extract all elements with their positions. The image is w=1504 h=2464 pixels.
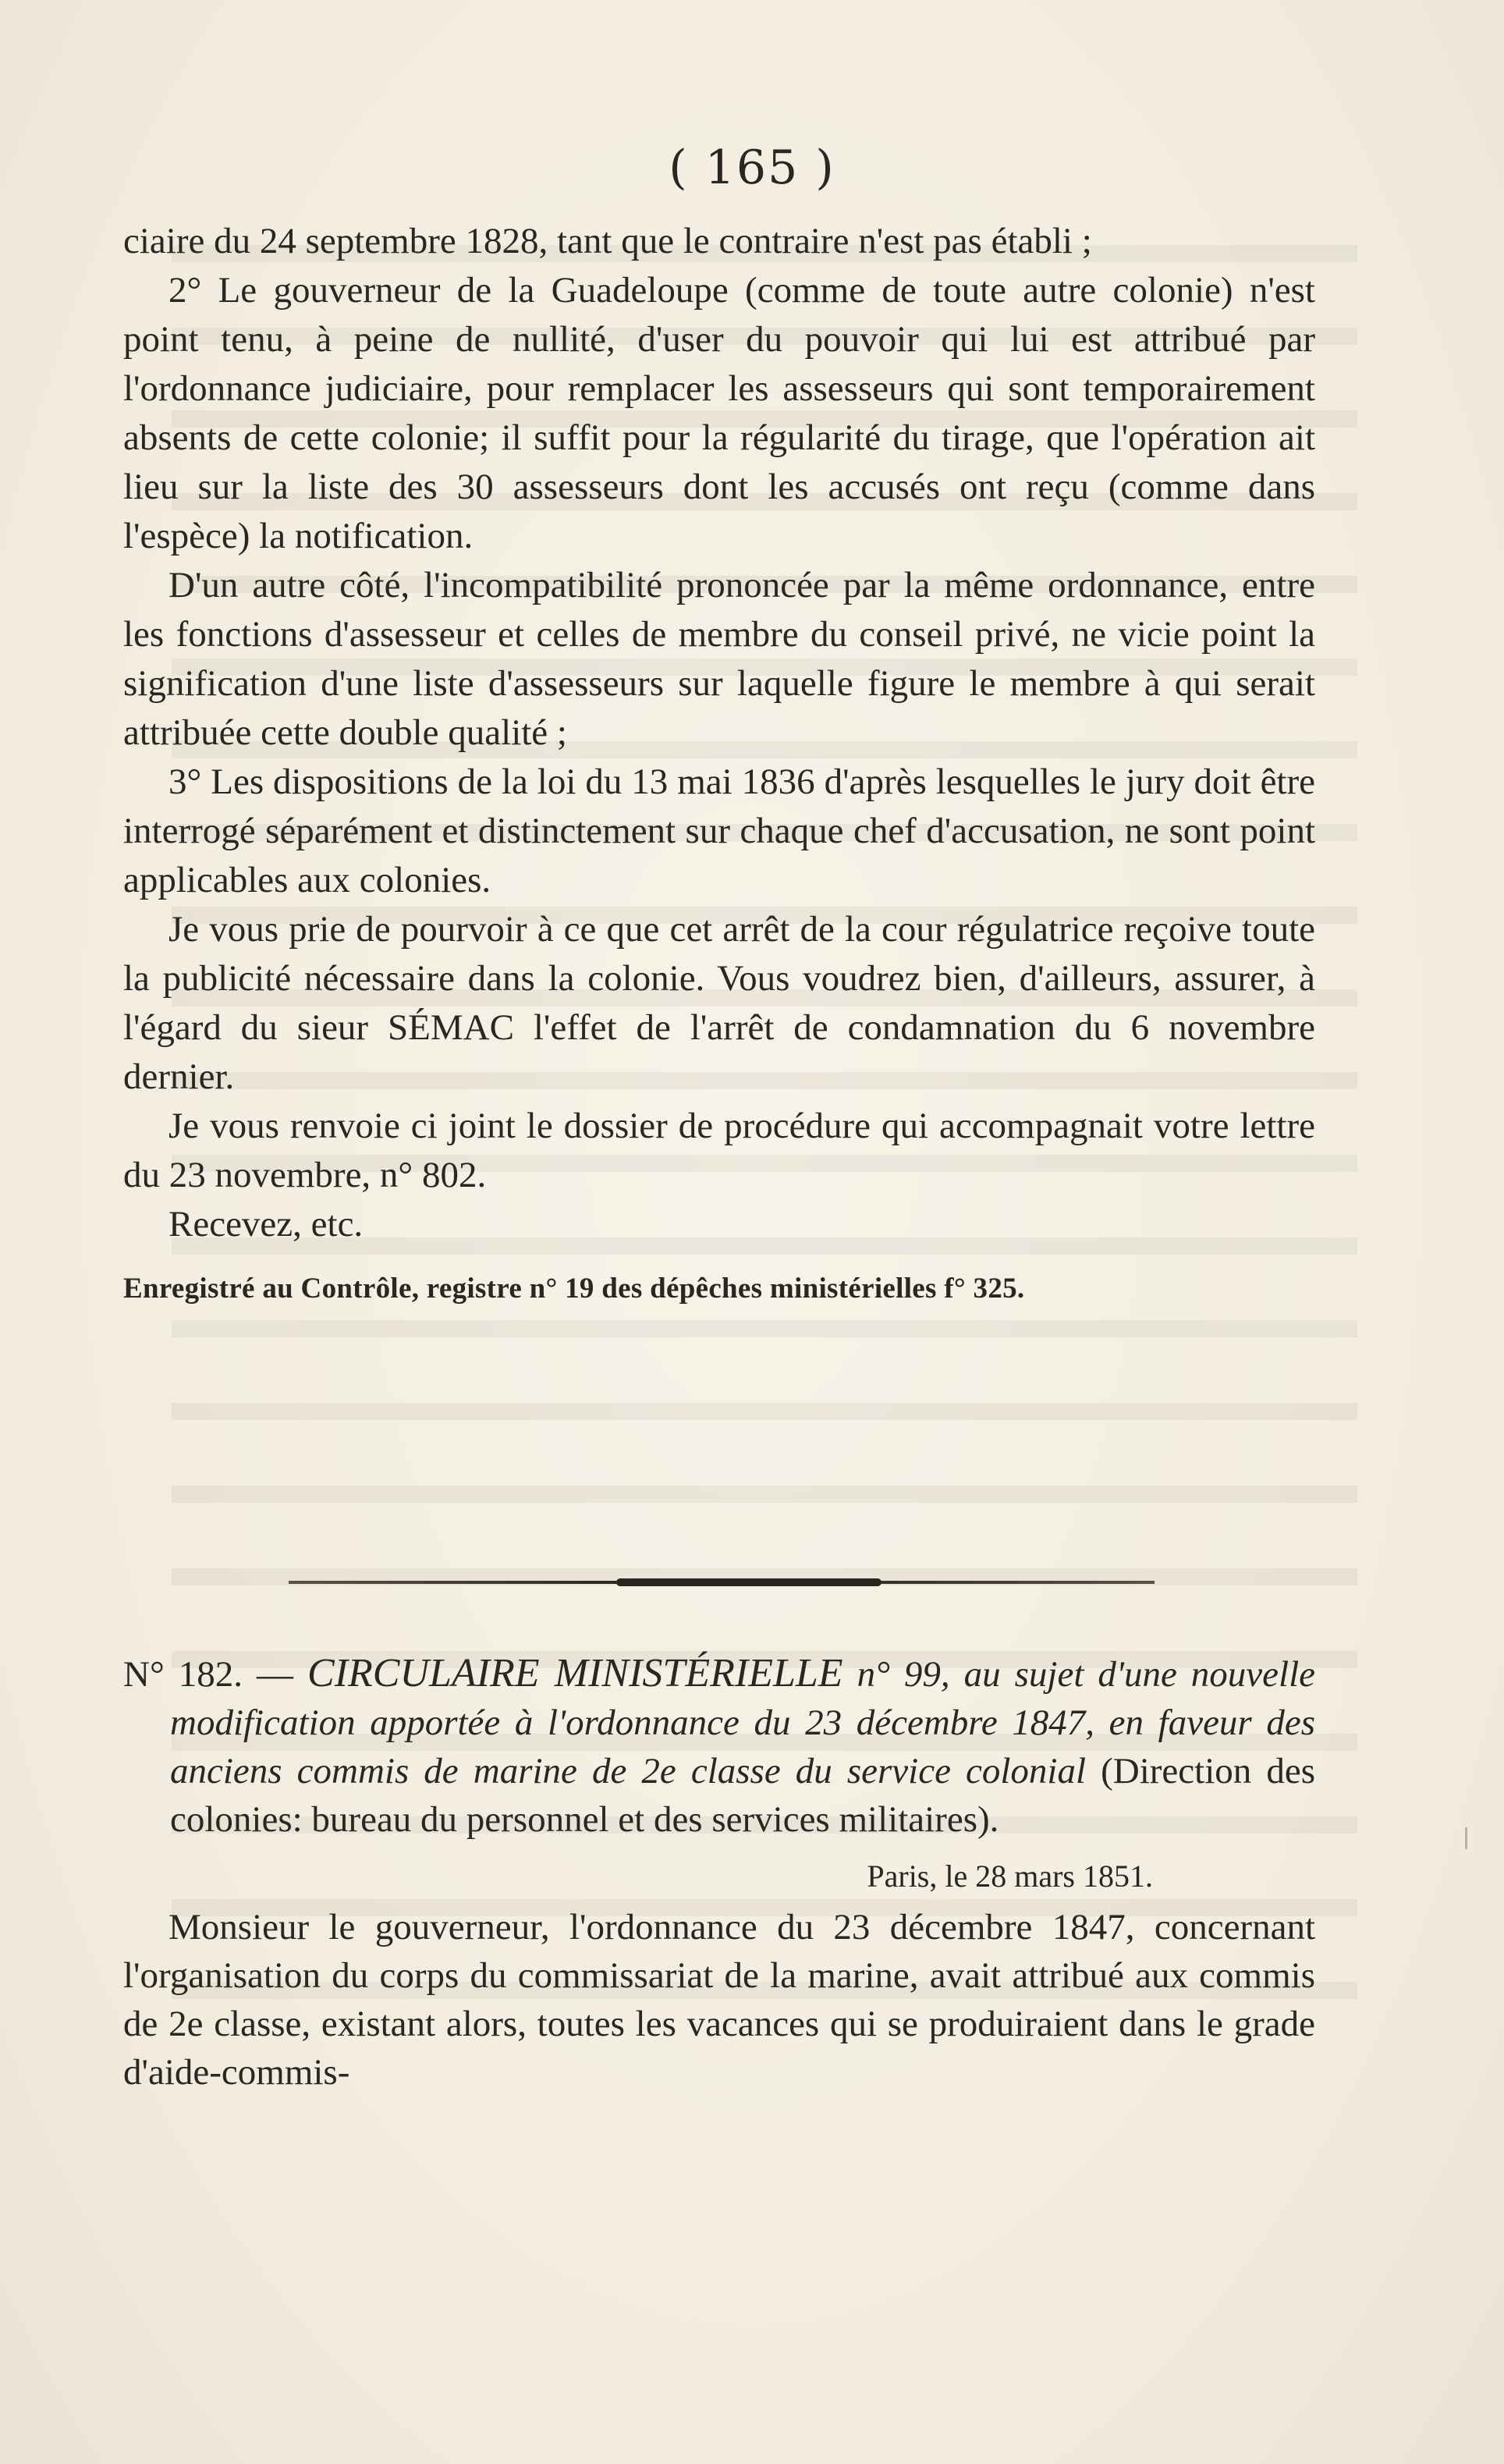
- section-divider-center: [616, 1578, 881, 1586]
- circular-subject: n° 99, au sujet d'une nouvelle modification apportée à l'ordonnance du 23 décembre 1847, en faveur des anciens commis de marine de 2e classe du service colonial: [170, 1654, 1316, 1791]
- circular-heading: [123, 1649, 1315, 1844]
- paragraph-point-3: 3° Les dispositions de la loi du 13 mai 1836 d'après lesquelles le jury doit être interrogé séparément et distinctement sur chaque chef d'accusation, ne sont point applicables aux colonies.: [123, 762, 1315, 900]
- letter-opening: Monsieur le gouverneur, l'ordonnance du 23 décembre 1847, concernant l'organisation du corps du commissariat de la marine, avait attribué aux commis de 2e classe, existant alors, toutes les vacances qui se produiraient dans le grade d'aide-commis-: [123, 1907, 1315, 2093]
- main-text: [123, 217, 1315, 1337]
- circular-number: N° 182. —: [123, 1654, 293, 1695]
- paragraph-continuation: ciaire du 24 septembre 1828, tant que le contraire n'est pas établi ;: [123, 221, 1092, 261]
- closing-formula: Recevez, etc.: [168, 1204, 364, 1244]
- paragraph-incompatibility: D'un autre côté, l'incompatibilité prononcée par la même ordonnance, entre les fonctions d'assesseur et celles de membre du conseil privé, ne vicie point la signification d'une liste d'assesseurs sur laquelle figure le membre à qui serait attribuée cette double qualité ;: [123, 565, 1315, 753]
- circular-section: [123, 1649, 1315, 2097]
- paragraph-publicity: Je vous prie de pourvoir à ce que cet arrêt de la cour régulatrice reçoive toute la publicité nécessaire dans la colonie. Vous voudrez bien, d'ailleurs, assurer, à l'égard du sieur SÉMAC l'effet de l'arrêt de condamnation du 6 novembre dernier.: [123, 909, 1315, 1097]
- dateline: Paris, le 28 mars 1851.: [867, 1859, 1153, 1894]
- register-note: Enregistré au Contrôle, registre n° 19 des dépêches ministérielles f° 325.: [123, 1273, 1025, 1305]
- paragraph-dossier: Je vous renvoie ci joint le dossier de procédure qui accompagnait votre lettre du 23 novembre, n° 802.: [123, 1106, 1315, 1195]
- circular-direction: (Direction des colonies: bureau du personnel et des services militaires).: [170, 1751, 1315, 1840]
- circular-title: CIRCULAIRE MINISTÉRIELLE: [307, 1651, 843, 1695]
- margin-mark: [1465, 1827, 1467, 1849]
- paragraph-point-2: 2° Le gouverneur de la Guadeloupe (comme de toute autre colonie) n'est point tenu, à peine de nullité, d'user du pouvoir qui lui est attribué par l'ordonnance judiciaire, pour remplacer les assesseurs qui sont temporairement absents de cette colonie; il suffit pour la régularité du tirage, que l'opération ait lieu sur la liste des 30 assesseurs dont les accusés ont reçu (comme dans l'espèce) la notification.: [123, 270, 1315, 556]
- page-number: ( 165 ): [669, 140, 835, 195]
